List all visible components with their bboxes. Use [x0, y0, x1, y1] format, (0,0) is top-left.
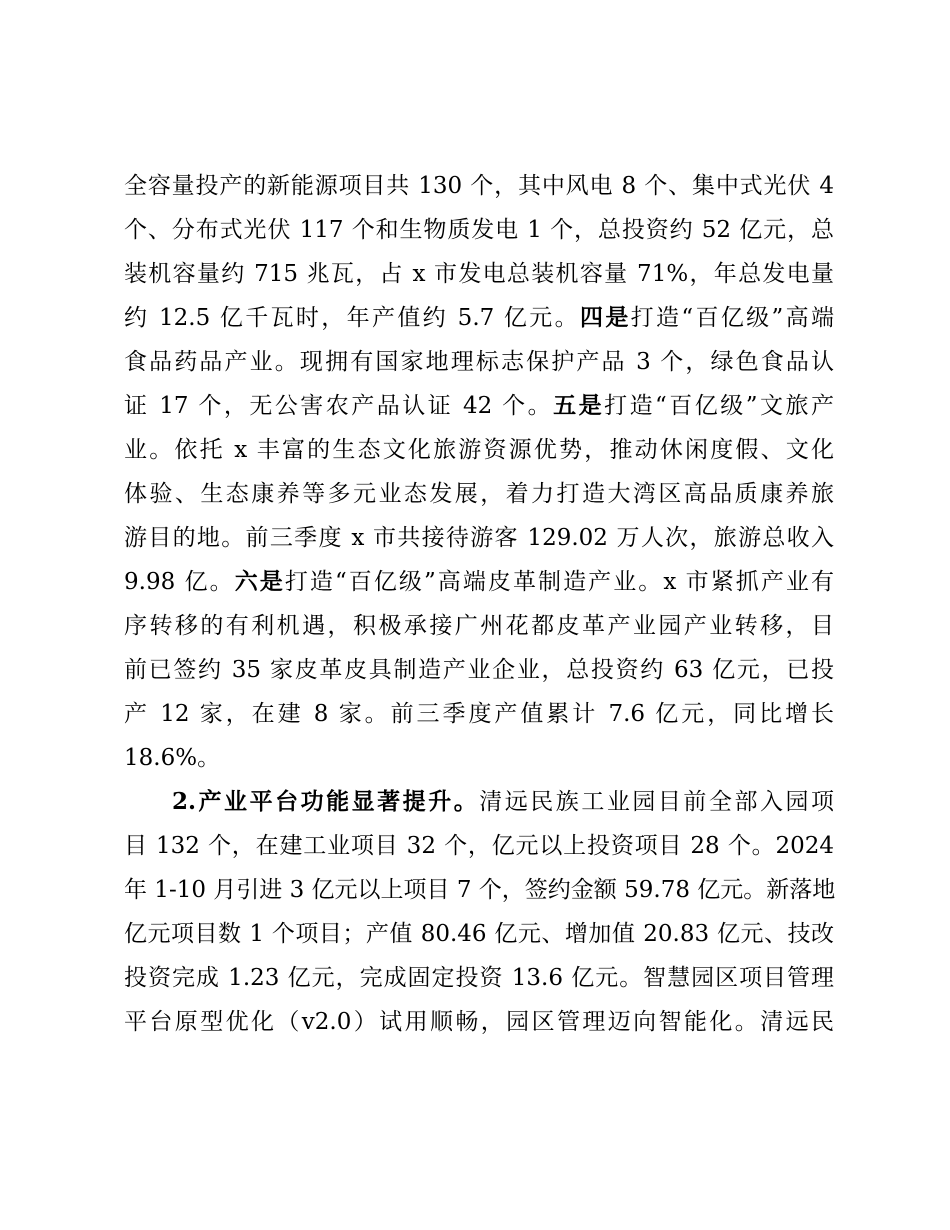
text-segment: 亿元项目数 1 个项目；产值 80.46 亿元、增加值 20.83 亿元、技改 — [124, 921, 834, 947]
text-line — [124, 296, 834, 340]
text-line — [124, 912, 834, 956]
text-segment: 产 12 家，在建 8 家。前三季度产值累计 7.6 亿元，同比增长 — [124, 701, 834, 727]
text-segment: 打造“百亿级”高端皮革制造产业。x 市紧抓产业有 — [284, 569, 834, 595]
text-segment: 证 17 个，无公害农产品认证 42 个。 — [124, 393, 554, 419]
text-segment: 18.6%。 — [124, 745, 221, 771]
text-segment: 约 12.5 亿千瓦时，年产值约 5.7 亿元。 — [124, 305, 580, 331]
text-segment: 体验、生态康养等多元业态发展，着力打造大湾区高品质康养旅 — [124, 481, 834, 507]
section-heading: 2.产业平台功能显著提升。 — [172, 788, 480, 815]
text-segment: 装机容量约 715 兆瓦，占 x 市发电总装机容量 71%，年总发电量 — [124, 261, 834, 287]
text-segment: 清远民族工业园目前全部入园项 — [479, 789, 835, 815]
text-segment: 目 132 个，在建工业项目 32 个，亿元以上投资项目 28 个。2024 — [124, 833, 834, 859]
text-segment: 业。依托 x 丰富的生态文化旅游资源优势，推动休闲度假、文化 — [124, 437, 834, 463]
text-segment: 食品药品产业。现拥有国家地理标志保护产品 3 个，绿色食品认 — [124, 349, 834, 375]
text-line — [124, 164, 834, 208]
text-segment: 投资完成 1.23 亿元，完成固定投资 13.6 亿元。智慧园区项目管理 — [124, 965, 834, 991]
section-heading-line — [172, 780, 834, 824]
bold-text-segment: 五是 — [553, 392, 605, 419]
text-segment: 9.98 亿。 — [124, 569, 235, 595]
text-line — [124, 824, 834, 868]
bold-text-segment: 六是 — [234, 568, 285, 595]
text-line — [124, 560, 834, 604]
text-line — [124, 340, 834, 384]
text-segment: 打造“百亿级”高端 — [630, 305, 834, 331]
text-line — [124, 956, 834, 1000]
text-line — [124, 604, 834, 648]
text-line — [124, 736, 834, 780]
text-line — [124, 868, 834, 912]
text-segment: 前已签约 35 家皮革皮具制造产业企业，总投资约 63 亿元，已投 — [124, 657, 834, 683]
text-segment: 序转移的有利机遇，积极承接广州花都皮革产业园产业转移，目 — [124, 613, 834, 639]
text-segment: 全容量投产的新能源项目共 130 个，其中风电 8 个、集中式光伏 4 — [124, 173, 834, 199]
text-segment: 平台原型优化（v2.0）试用顺畅，园区管理迈向智能化。清远民 — [124, 1009, 834, 1035]
text-line — [124, 692, 834, 736]
text-line — [124, 208, 834, 252]
text-line — [124, 516, 834, 560]
text-line — [124, 472, 834, 516]
text-segment: 游目的地。前三季度 x 市共接待游客 129.02 万人次，旅游总收入 — [124, 525, 834, 551]
text-segment: 个、分布式光伏 117 个和生物质发电 1 个，总投资约 52 亿元，总 — [124, 217, 834, 243]
text-line — [124, 648, 834, 692]
bold-text-segment: 四是 — [579, 304, 631, 331]
text-line — [124, 1000, 834, 1044]
text-segment: 打造“百亿级”文旅产 — [604, 393, 834, 419]
text-line — [124, 252, 834, 296]
text-segment: 年 1-10 月引进 3 亿元以上项目 7 个，签约金额 59.78 亿元。新落地 — [124, 877, 836, 903]
text-line — [124, 384, 834, 428]
text-line — [124, 428, 834, 472]
